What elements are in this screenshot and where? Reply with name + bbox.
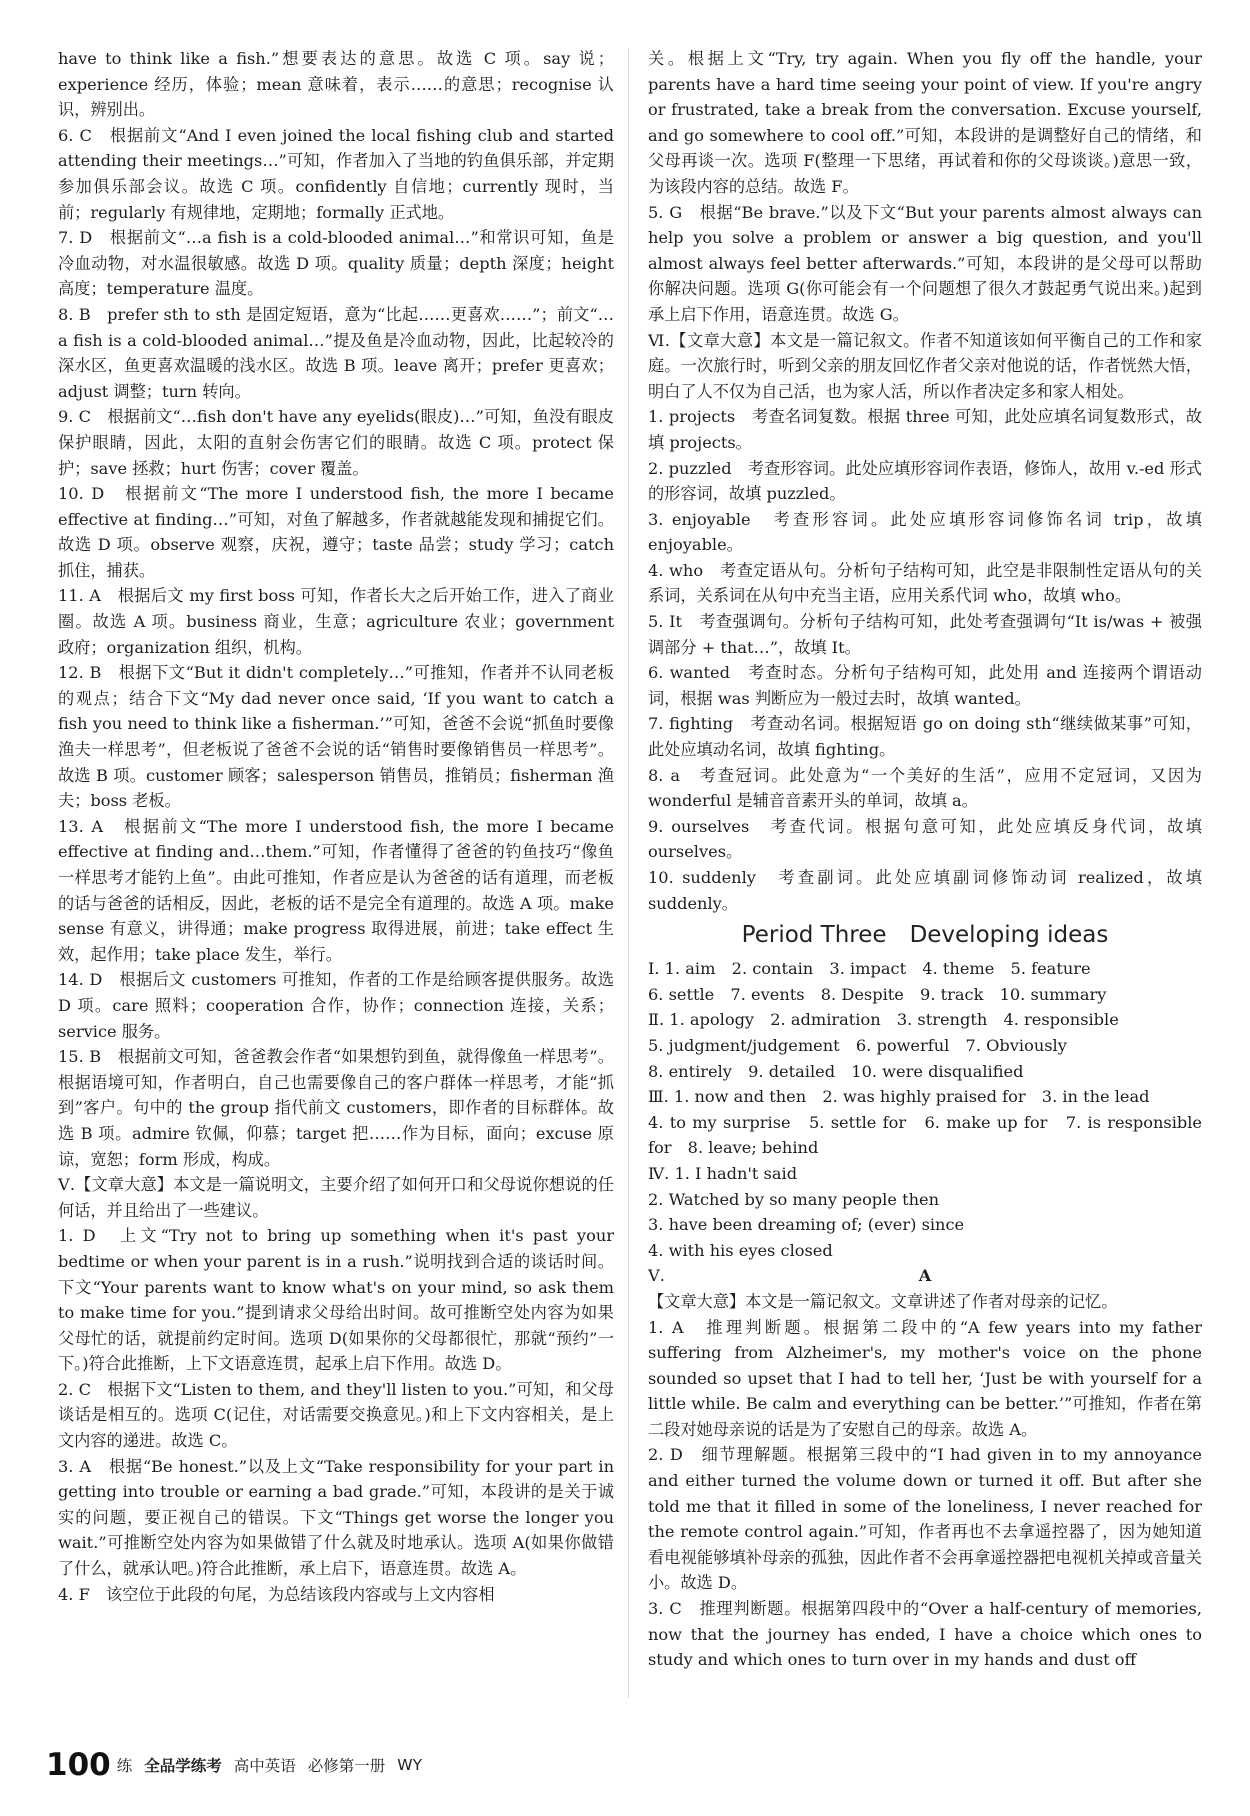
answer-line: 8. entirely 9. detailed 10. were disqualified (648, 1061, 1024, 1081)
answer-paragraph: 5. It 考查强调句。分析句子结构可知，此处考查强调句“It is/was + 被强调部分 + that…”，故填 It。 (648, 612, 1202, 657)
answer-line: Ⅳ. 1. I hadn't said (648, 1163, 798, 1183)
answer-paragraph: 3. A 根据“Be honest.”以及上文“Take responsibility for your part in getting into trouble or earning a bad grade.”可知，本段讲的是关于诚实的问题，要正视自己的错误。下文“Things get worse the longer you wait.”可推断空处内容为如果做错了什么就及时地承认。选项 A(如果你做错了什么，就承认吧。)符合此推断，承上启下，语意连贯。故选 A。 (58, 1456, 614, 1579)
answer-paragraph: have to think like a fish.”想要表达的意思。故选 C 项。say 说；experience 经历，体验；mean 意味着，表示……的意思；recognise 认识，辨别出。 (58, 49, 614, 120)
left-column (58, 46, 614, 1607)
answer-paragraph: 6. C 根据前文“And I even joined the local fishing club and started attending their meetings…”可知，作者加入了当地的钓鱼俱乐部，并定期参加俱乐部会议。故选 C 项。confidently 自信地；currently 现时，当前；regularly 有规律地，定期地；formally 正式地。 (58, 125, 614, 222)
answer-paragraph: 10. D 根据前文“The more I understood fish, the more I became effective at finding…”可知，对鱼了解越多，作者就越能发现和捕捉它们。故选 D 项。observe 观察，庆祝，遵守；taste 品尝；study 学习；catch 抓住，捕获。 (58, 484, 614, 580)
answer-line: Ⅲ. 1. now and then 2. was highly praised for 3. in the lead (648, 1087, 1150, 1107)
answer-line: 2. Watched by so many people then (648, 1189, 940, 1209)
book-level: 高中英语 (233, 1757, 296, 1775)
answer-paragraph: 9. ourselves 考查代词。根据句意可知，此处应填反身代词，故填 ourselves。 (648, 816, 1202, 862)
answer-line: 5. judgment/judgement 6. powerful 7. Obviously (648, 1035, 1067, 1055)
answer-paragraph: 8. a 考查冠词。此处意为“一个美好的生活”，应用不定冠词，又因为 wonderful 是辅音音素开头的单词，故填 a。 (648, 765, 1202, 811)
answer-paragraph: 1. projects 考查名词复数。根据 three 可知，此处应填名词复数形式，故填 projects。 (648, 407, 1202, 452)
answer-paragraph: 关。根据上文“Try, try again. When you fly off the handle, your parents have a hard time seeing your point of view. If you're angry or frustrated, take a break from the conversation. Excuse yourself, and go somewhere to cool off.”可知，本段讲的是调整好自己的情绪，和父母再谈一次。选项 F(整理一下思绪，再试着和你的父母谈谈。)意思一致，为该段内容的总结。故选 F。 (648, 49, 1202, 196)
book-volume: 必修第一册 (307, 1757, 386, 1775)
answer-line: Ⅰ. 1. aim 2. contain 3. impact 4. theme 5. feature (648, 959, 1091, 979)
answer-paragraph: 4. F 该空位于此段的句尾，为总结该段内容或与上文内容相 (58, 1584, 495, 1604)
answer-paragraph: 3. enjoyable 考查形容词。此处应填形容词修饰名词 trip，故填 enjoyable。 (648, 509, 1202, 555)
section-title: Period Three Developing ideas (741, 922, 1109, 949)
page-footer (46, 1745, 422, 1785)
part-heading (648, 1263, 1202, 1289)
answer-paragraph: 10. suddenly 考查副词。此处应填副词修饰动词 realized，故填 suddenly。 (648, 868, 1202, 913)
answer-line: 4. to my surprise 5. settle for 6. make up for 7. is responsible for 8. leave; behind (648, 1112, 1202, 1158)
answer-paragraph: 8. B prefer sth to sth 是固定短语，意为“比起……更喜欢……”；前文“…a fish is a cold-blooded animal…”提及鱼是冷血动物，因此，比起较冷的深水区，鱼更喜欢温暖的浅水区。故选 B 项。leave 离开；prefer 更喜欢；adjust 调整；turn 转向。 (58, 304, 614, 401)
practice-mark: 练 (116, 1757, 133, 1775)
answer-paragraph: 1. A 推理判断题。根据第二段中的“A few years into my father suffering from Alzheimer's, my mother's voice on the phone sounded so upset that I had to tell her, ‘Just be with yourself for a little while. Be calm and everything can be better.’”可推知，作者在第二段对她母亲说的话是为了安慰自己的母亲。故选 A。 (648, 1317, 1202, 1439)
book-edition: WY (397, 1756, 423, 1774)
answer-paragraph: 2. C 根据下文“Listen to them, and they'll listen to you.”可知，和父母谈话是相互的。选项 C(记住，对话需要交换意见。)和上下文内容相关，是上文内容的递进。故选 C。 (58, 1379, 614, 1451)
answer-paragraph: 15. B 根据前文可知，爸爸教会作者“如果想钓到鱼，就得像鱼一样思考”。根据语境可知，作者明白，自己也需要像自己的客户群体一样思考，才能“抓到”客户。句中的 the group 指代前文 customers，即作者的目标群体。故选 B 项。admire 钦佩，仰慕；target 把……作为目标，面向；excuse 原谅，宽恕；form 形成，构成。 (58, 1047, 614, 1169)
article-summary: 【文章大意】本文是一篇记叙文。文章讲述了作者对母亲的记忆。 (648, 1291, 1118, 1311)
answer-paragraph: 7. fighting 考查动名词。根据短语 go on doing sth“继续做某事”可知，此处应填动名词，故填 fighting。 (648, 714, 1202, 760)
answer-paragraph: 4. who 考查定语从句。分析句子结构可知，此空是非限制性定语从句的关系词，关系词在从句中充当主语，应用关系代词 who，故填 who。 (648, 560, 1202, 606)
answer-paragraph: 1. D 上文“Try not to bring up something when it's past your bedtime or when your parent is in a rush.”说明找到合适的谈话时间。下文“Your parents want to know what's on your mind, so ask them to make time for you.”提到请求父母给出时间。故可推断空处内容为如果父母忙的话，就提前约定时间。选项 D(如果你的父母都很忙，那就“预约”一下。)符合此推断，上下文语意连贯，起承上启下作用。故选 D。 (58, 1226, 614, 1374)
answer-line: 6. settle 7. events 8. Despite 9. track 10. summary (648, 984, 1107, 1004)
answer-paragraph: 2. D 细节理解题。根据第三段中的“I had given in to my annoyance and either turned the volume down or turned it off. But after she told me that it filled in some of the loneliness, I never reached for the remote control again.”可知，作者再也不去拿遥控器了，因为她知道看电视能够填补母亲的孤独，因此作者不会再拿遥控器把电视机关掉或音量关小。故选 D。 (648, 1445, 1202, 1593)
brand-name: 全品学练考 (144, 1757, 222, 1775)
page-number: 100 (46, 1747, 111, 1783)
article-summary: Ⅴ.【文章大意】本文是一篇说明文，主要介绍了如何开口和父母说你想说的任何话，并且给出了一些建议。 (58, 1175, 614, 1220)
answer-line: 4. with his eyes closed (648, 1240, 833, 1260)
answer-paragraph: 6. wanted 考查时态。分析句子结构可知，此处用 and 连接两个谓语动词，根据 was 判断应为一般过去时，故填 wanted。 (648, 663, 1202, 708)
answer-paragraph: 2. puzzled 考查形容词。此处应填形容词作表语，修饰人，故用 v.-ed 形式的形容词，故填 puzzled。 (648, 458, 1202, 504)
article-summary: Ⅵ.【文章大意】本文是一篇记叙文。作者不知道该如何平衡自己的工作和家庭。一次旅行时，听到父亲的朋友回忆作者父亲对他说的话，作者恍然大悟，明白了人不仅为自己活，也为家人活，所以作者决定多和家人相处。 (648, 330, 1202, 401)
column-divider (628, 48, 629, 1698)
answer-paragraph: 13. A 根据前文“The more I understood fish, the more I became effective at finding and…them.”可知，作者懂得了爸爸的钓鱼技巧“像鱼一样思考才能钓上鱼”。由此可推知，作者应是认为爸爸的话有道理，而老板的话与爸爸的话相反，因此，老板的话不是完全有道理的。故选 A 项。make sense 有意义，讲得通；make progress 取得进展，前进；take effect 生效，起作用；take place 发生，举行。 (58, 816, 614, 964)
answer-paragraph: 14. D 根据后文 customers 可推知，作者的工作是给顾客提供服务。故选 D 项。care 照料；cooperation 合作，协作；connection 连接，关系；service 服务。 (58, 970, 614, 1041)
passage-letter: A (918, 1266, 932, 1286)
answer-paragraph: 12. B 根据下文“But it didn't completely…”可推知，作者并不认同老板的观点；结合下文“My dad never once said, ‘If you want to catch a fish you need to think like a fisherman.’”可知，爸爸不会说“抓鱼时要像渔夫一样思考”，但老板说了爸爸不会说的话“销售时要像销售员一样思考”。故选 B 项。customer 顾客；salesperson 销售员，推销员；fisherman 渔夫；boss 老板。 (58, 663, 614, 811)
answer-line: Ⅱ. 1. apology 2. admiration 3. strength 4. responsible (648, 1010, 1119, 1030)
answer-paragraph: 9. C 根据前文“…fish don't have any eyelids(眼皮)…”可知，鱼没有眼皮保护眼睛，因此，太阳的直射会伤害它们的眼睛。故选 C 项。protect 保护；save 拯救；hurt 伤害；cover 覆盖。 (58, 407, 614, 478)
part-number: Ⅴ. (648, 1266, 665, 1286)
right-column (648, 46, 1202, 1673)
answer-line: 3. have been dreaming of; (ever) since (648, 1215, 965, 1235)
answer-paragraph: 7. D 根据前文“…a fish is a cold-blooded animal…”和常识可知，鱼是冷血动物，对水温很敏感。故选 D 项。quality 质量；depth 深度；height 高度；temperature 温度。 (58, 228, 614, 299)
answer-paragraph: 5. G 根据“Be brave.”以及下文“But your parents almost always can help you solve a problem or answer a big question, and you'll almost always feel better afterwards.”可知，本段讲的是父母可以帮助你解决问题。选项 G(你可能会有一个问题想了很久才鼓起勇气说出来。)起到承上启下作用，语意连贯。故选 G。 (648, 202, 1202, 324)
answer-paragraph: 3. C 推理判断题。根据第四段中的“Over a half-century of memories, now that the journey has ended, I have a choice which ones to study and which ones to turn over in my hands and dust off (648, 1599, 1202, 1670)
answer-paragraph: 11. A 根据后文 my first boss 可知，作者长大之后开始工作，进入了商业圈。故选 A 项。business 商业，生意；agriculture 农业；government 政府；organization 组织，机构。 (58, 586, 614, 657)
